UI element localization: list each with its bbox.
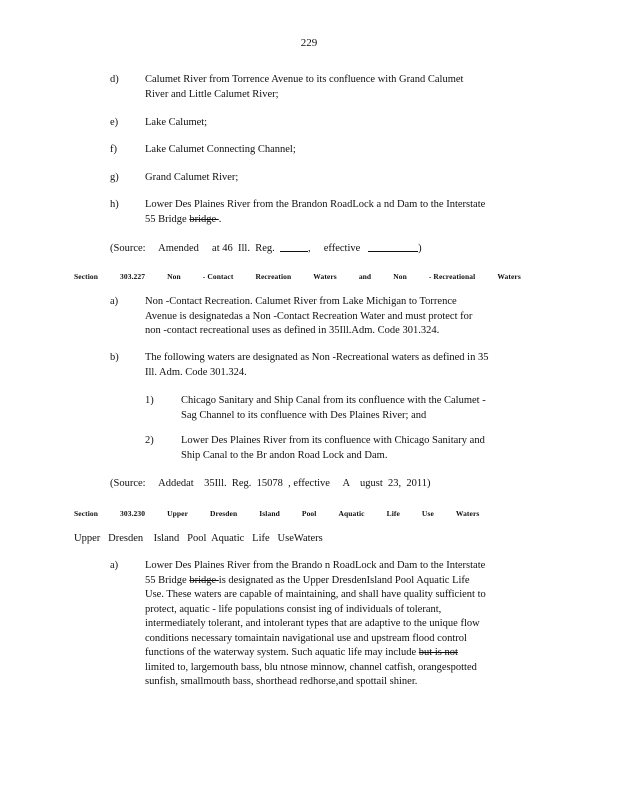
source1-post: ) [418, 243, 422, 254]
para-a-text [145, 295, 545, 339]
section-title-word: Pool [301, 509, 317, 518]
section-heading-303-227 [74, 270, 543, 285]
blank-register-number [280, 240, 308, 252]
section-word: Section [74, 272, 99, 281]
item-label-h: h) [110, 199, 119, 210]
sub-item-1-line: Chicago Sanitary and Ship Canal from its confluence with the Calumet - [181, 395, 486, 406]
para-c-line: limited to, largemouth bass, blu ntnose minnow, channel catfish, orangespotted [145, 661, 477, 673]
section-title-word: Waters [455, 509, 480, 518]
para-c-line: sunfish, smallmouth bass, shorthead redhorse,and spottail shiner. [145, 676, 418, 687]
section-title-word: - Recreational [428, 272, 476, 281]
para-c-line: protect, aquatic - life populations consist ing of individuals of tolerant, [145, 603, 442, 615]
sub-item-2-line: Lower Des Plaines River from its confluence with Chicago Sanitary and [181, 435, 485, 446]
para-b-label: b) [110, 352, 119, 363]
item-label-e: e) [110, 117, 119, 128]
sub-item-2-line: Ship Canal to the Br andon Road Lock and Dam. [181, 449, 388, 461]
subsection-title-upper-dresden: Upper Dresden Island Pool Aquatic Life UseWaters [74, 533, 323, 544]
page-number: 229 [300, 37, 318, 49]
item-d-line1: Calumet River from Torrence Avenue to its confluence with Grand Calumet [145, 74, 464, 85]
section-title-word: Life [386, 509, 400, 518]
para-c-line2-post: is designated as the Upper DresdenIsland Pool Aquatic Life [218, 574, 470, 586]
para-a-line: Non -Contact Recreation. Calumet River from Lake Michigan to Torrence [145, 296, 457, 307]
section-title-word: - Contact [202, 272, 234, 281]
para-b-line: The following waters are designated as Non -Recreational waters as defined in 35 [145, 352, 489, 363]
para-b-text [145, 351, 545, 380]
item-h-struck-text: bridge [189, 213, 219, 225]
section-title-word: Recreation [255, 272, 292, 281]
source1-pre: (Source: Amended at 46 Ill. Reg. [110, 243, 275, 254]
source1-mid: , effective [308, 243, 361, 254]
para-c-struck-bridge: bridge [189, 574, 219, 586]
item-h-line1: Lower Des Plaines River from the Brandon RoadLock a nd Dam to the Interstate [145, 199, 486, 210]
source-note-added: (Source: Addedat 35Ill. Reg. 15078 , effective A ugust 23, 2011) [110, 478, 431, 489]
item-h-line2 [145, 213, 545, 228]
section-heading-303-230 [74, 507, 501, 522]
sub-item-1-label: 1) [145, 395, 154, 406]
para-c-text [145, 559, 545, 690]
section-title-word: Upper [167, 509, 189, 518]
section-number: 303.227 [120, 272, 146, 281]
para-c-line: Use. These waters are capable of maintaining, and shall have quality sufficient to [145, 589, 486, 600]
section-title-word: and [358, 272, 372, 281]
item-label-f: f) [110, 144, 117, 155]
item-text-f: Lake Calumet Connecting Channel; [145, 144, 296, 155]
para-c-label: a) [110, 560, 119, 571]
para-a-line: non -contact recreational uses as defined in 35Ill.Adm. Code 301.324. [145, 325, 440, 336]
item-text-h [145, 198, 545, 227]
sub-item-2-label: 2) [145, 435, 154, 446]
para-c-line2-pre: 55 Bridge [145, 574, 190, 586]
section-title-word: Non [393, 272, 407, 281]
para-c-line [145, 646, 545, 661]
item-text-e: Lake Calumet; [145, 117, 208, 128]
para-c-line7-pre: functions of the waterway system. Such aquatic life may include [145, 647, 419, 658]
source-note-amended [110, 240, 422, 257]
section-title-word: Non [167, 272, 181, 281]
para-c-line: intermediately tolerant, and intolerant types that are adaptive to the unique flow [145, 618, 480, 629]
item-text-d [145, 73, 545, 102]
para-a-label: a) [110, 296, 119, 307]
blank-effective-date [368, 240, 418, 252]
sub-item-2-text [181, 434, 546, 463]
item-label-d: d) [110, 74, 119, 85]
section-title-word: Dresden [210, 509, 238, 518]
para-a-line: Avenue is designatedas a Non -Contact Recreation Water and must protect for [145, 310, 473, 322]
para-c-struck-but-is-not: but is not [418, 647, 458, 658]
section-number: 303.230 [120, 509, 146, 518]
section-title-word: Island [259, 509, 280, 518]
item-h-line2-pre: 55 Bridge [145, 213, 190, 225]
item-label-g: g) [110, 172, 119, 183]
para-c-line [145, 574, 545, 589]
para-c-line: Lower Des Plaines River from the Brando n RoadLock and Dam to the Interstate [145, 560, 486, 571]
section-word: Section [74, 509, 99, 518]
section-title-word: Aquatic [338, 509, 365, 518]
item-text-g: Grand Calumet River; [145, 172, 239, 183]
sub-item-1-text [181, 394, 546, 423]
sub-item-1-line: Sag Channel to its confluence with Des Plaines River; and [181, 409, 427, 421]
section-title-word: Waters [313, 272, 337, 281]
para-b-line: Ill. Adm. Code 301.324. [145, 366, 247, 378]
section-title-word: Waters [497, 272, 521, 281]
para-c-line: conditions necessary tomaintain navigational use and upstream flood control [145, 632, 467, 644]
item-d-line2: River and Little Calumet River; [145, 88, 279, 100]
item-h-line2-post: . [218, 213, 222, 225]
section-title-word: Use [421, 509, 434, 518]
